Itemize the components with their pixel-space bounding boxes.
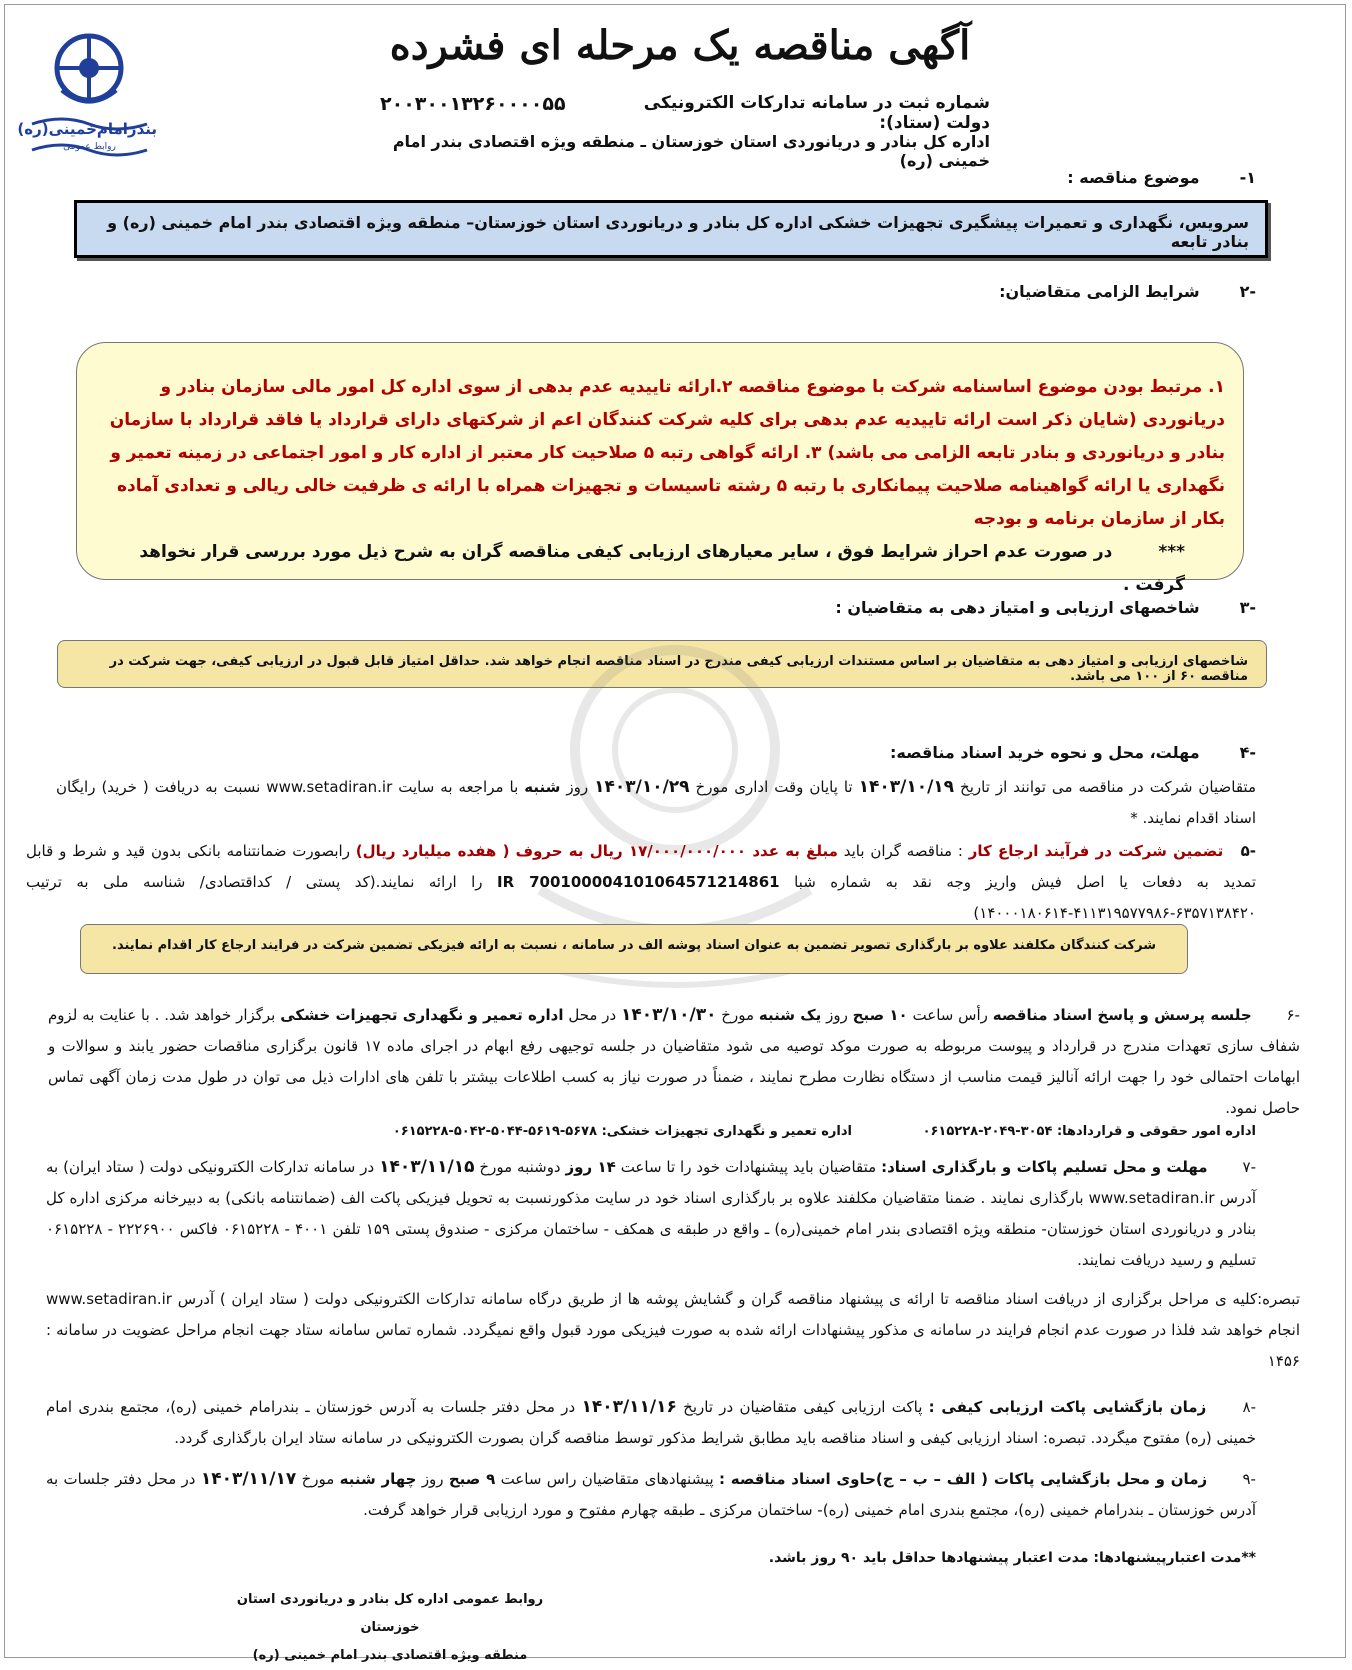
section-title: زمان و محل بازگشایی پاکات ( الف – ب – ج)حاوی اسناد مناقصه :: [718, 1470, 1208, 1488]
section-title: موضوع مناقصه :: [1067, 168, 1200, 187]
text: دوشنبه مورخ: [479, 1158, 561, 1176]
text: مورخ: [721, 1006, 755, 1024]
section-5-body: [26, 836, 1256, 929]
section-7-body: [46, 1152, 1256, 1276]
text: پاکت ارزیابی کیفی متقاضیان در تاریخ: [683, 1398, 923, 1416]
section-title: شاخصهای ارزیابی و امتیاز دهی به متقاضیان :: [835, 598, 1200, 617]
section-9-body: [46, 1464, 1256, 1526]
section-3-heading: [835, 598, 1256, 617]
mandatory-conditions-box: [76, 342, 1244, 595]
section-number: -۲: [1239, 282, 1256, 301]
note-stars: ***: [1158, 542, 1185, 562]
section-4-body: [56, 772, 1256, 834]
section-title: مهلت، محل و نحوه خرید اسناد مناقصه:: [889, 743, 1200, 762]
text: روز: [421, 1470, 444, 1488]
session-date: ۱۴۰۳/۱۰/۳۰: [621, 1005, 717, 1025]
section-title: جلسه پرسش و پاسخ اسناد مناقصه: [992, 1006, 1252, 1024]
tender-subject-box: [74, 200, 1268, 258]
deadline-hour: ۱۴ روز: [565, 1158, 616, 1176]
text: روز: [826, 1006, 848, 1024]
section-number: -۶: [1286, 1006, 1300, 1024]
text: در محل دفتر جلسات به آدرس خوزستان ـ بندرامام خمینی (ره)، مجتمع بندری امام خمینی (ره) مفتوح میگردد. تبصره: اسناد ارزیابی کیفی و اسناد مناقصه باید مطابق شرایط مذکور توسط مناقصه گران بصورت الکترونیکی در سامانه ستاد ایران بارگذاری گردد.: [46, 1398, 1256, 1447]
validity-note: **مدت اعتبارپیشنهادها: مدت اعتبار پیشنهادها حداقل باید ۹۰ روز باشد.: [768, 1550, 1256, 1566]
tender-subject: سرویس، نگهداری و تعمیرات پیشگیری تجهیزات خشکی اداره کل بنادر و دریانوردی استان خوزستان– منطقه ویژه اقتصادی بندر امام خمینی (ره) و بنادر تابعه: [107, 213, 1249, 251]
section-title: تضمین شرکت در فرآیند ارجاع کار: [968, 842, 1224, 860]
text: : مناقصه گران باید: [843, 842, 963, 860]
signature: [220, 1586, 560, 1670]
opening-date: ۱۴۰۳/۱۱/۱۷: [200, 1469, 297, 1489]
session-time: ۱۰ صبح: [852, 1006, 908, 1024]
section-number: -۳: [1239, 598, 1256, 617]
section-number: -۴: [1239, 743, 1256, 762]
section-7-note: تبصره:کلیه ی مراحل برگزاری از دریافت اسناد مناقصه تا ارائه ی پیشنهاد مناقصه گران و گشایش پوشه ها از طریق درگاه سامانه تدارکات الکترونیکی دولت ( ستاد ایران ) آدرس www.setadiran.ir انجام خواهد شد فلذا در صورت عدم انجام فرایند در سامانه ی مذکور پیشنهادات ارائه شده به صورت فیزیکی مورد قبول واقع نمیگردد. شماره تماس سامانه ستاد جهت انجام مراحل عضویت در سامانه : ۱۴۵۶: [46, 1290, 1300, 1370]
signature-line-1: روابط عمومی اداره کل بنادر و دریانوردی استان خوزستان: [236, 1592, 544, 1635]
section-number: -۵: [1240, 842, 1256, 860]
text: پیشنهادهای متقاضیان راس ساعت: [500, 1470, 714, 1488]
section-1-heading: [1067, 168, 1256, 187]
deadline-date: ۱۴۰۳/۱۱/۱۵: [379, 1157, 475, 1177]
text: برگزار خواهد شد. . با عنایت به لزوم شفاف سازی تعهدات مندرج در قرارداد و پیوست مربوطه به صورت موکد توصیه می شود متقاضیان در جلسه توجیهی رفع ابهام در اجرای ماده ۱۷ قانون برگزاری مناقصات حضور یابند و سوالات و ابهامات احتمالی خود را جهت ارائه آنالیز قیمت مناسب از دستگاه نظارت مطرح نمایند ، ضمناً در صورت نیاز به کسب اطلاعات بیشتر با تلفن های ادارات ذیل می توان در طول مدت زمان آگهی تماس حاصل نمود.: [48, 1006, 1300, 1117]
section-number: -۷: [1242, 1158, 1256, 1176]
guarantee-note: شرکت کنندگان مکلفند علاوه بر بارگذاری تصویر تضمین به عنوان اسناد پوشه الف در سامانه ، نسبت به ارائه فیزیکی تضمین شرکت در فرایند ارجاع کار اقدام نمایند.: [112, 938, 1156, 953]
phone-legal: اداره امور حقوقی و قراردادها: ۳۰۵۴-۲۰۴۹-۰۶۱۵۲۲۸: [922, 1124, 1256, 1139]
text: را ارائه نمایند.(کد پستی / کداقتصادی/ شناسه ملی به ترتیب ۶۳۵۷۱۳۸۴۲۰-۴۱۱۳۱۹۵۷۷۹۸۶-۱۴۰۰۰۱۸۰۶۱۴): [26, 873, 1256, 922]
note-text: در صورت عدم احراز شرایط فوق ، سایر معیارهای ارزیابی کیفی مناقصه گران به شرح ذیل مورد بررسی قرار نخواهد گرفت .: [139, 542, 1185, 595]
guarantee-note-box: [80, 924, 1188, 974]
conditions-note: [95, 536, 1225, 602]
text: مورخ: [301, 1470, 335, 1488]
section-number: -۹: [1242, 1470, 1256, 1488]
section-number: ۱-: [1239, 168, 1256, 187]
section-8-body: [46, 1392, 1256, 1454]
section-6-body: [48, 1000, 1300, 1124]
day: شنبه: [524, 778, 561, 796]
text: رابصورت ضمانتنامه بانکی بدون قید و شرط و قابل تمدید به دفعات یا اصل فیش واریز وجه نقد به شماره شبا: [26, 842, 1257, 891]
section-title: شرایط الزامی متقاضیان:: [999, 282, 1200, 301]
section-2-heading: [999, 282, 1256, 301]
date-from: ۱۴۰۳/۱۰/۱۹: [858, 777, 955, 797]
registration-number: ۲۰۰۳۰۰۱۳۲۶۰۰۰۰۵۵: [380, 93, 566, 115]
text: در سامانه تدارکات الکترونیکی دولت ( ستاد ایران) به آدرس www.setadiran.ir بارگذاری نمایند . ضمنا متقاضیان مکلفند علاوه بر بارگذاری اسناد خود در سایت مذکورنسبت به تحویل فیزیکی پاکت الف (ضمانتنامه بانکی) به دبیرخانه مرکزی اداره کل بنادر و دریانوردی استان خوزستان- منطقه ویژه اقتصادی بندر امام خمینی(ره) ـ واقع در طبقه ی همکف - ساختمان مرکزی - صندوق پستی ۱۵۹ تلفن ۴۰۰۱ - ۰۶۱۵۲۲۸ فاکس ۲۲۲۶۹۰۰ - ۰۶۱۵۲۲۸ تسلیم و رسید دریافت نمایند.: [46, 1158, 1256, 1269]
signature-line-2: منطقه ویژه اقتصادی بندر امام خمینی (ره): [252, 1648, 528, 1663]
page-title: آگهی مناقصه یک مرحله ای فشرده: [389, 22, 971, 69]
text: تا پایان وقت اداری مورخ: [695, 778, 853, 796]
opening-date: ۱۴۰۳/۱۱/۱۶: [581, 1397, 677, 1417]
opening-time: ۹ صبح: [448, 1470, 496, 1488]
date-to: ۱۴۰۳/۱۰/۲۹: [594, 777, 690, 797]
iban: IR 700100004101064571214861: [497, 873, 780, 891]
session-place: اداره تعمیر و نگهداری تجهیزات خشکی: [280, 1006, 564, 1024]
phone-maintenance: اداره تعمیر و نگهداری تجهیزات خشکی: ۵۶۷۸-۵۶۱۹-۵۰۴۴-۵۰۴۲-۰۶۱۵۲۲۸: [392, 1124, 852, 1139]
evaluation-criteria-text: شاخصهای ارزیابی و امتیاز دهی به متقاضیان بر اساس مستندات ارزیابی کیفی مندرج در اسناد مناقصه انجام خواهد شد. حداقل امتیاز قابل قبول در ارزیابی کیفی، جهت شرکت در مناقصه ۶۰ از ۱۰۰ می باشد.: [109, 654, 1248, 684]
registration-line: [380, 93, 990, 133]
logo-subtext: روابط عمومی: [63, 142, 116, 152]
text: رأس ساعت: [912, 1006, 988, 1024]
section-title: مهلت و محل تسلیم پاکات و بارگذاری اسناد:: [881, 1158, 1208, 1176]
port-logo: [17, 28, 157, 158]
conditions-text: ۱. مرتبط بودن موضوع اساسنامه شرکت با موضوع مناقصه ۲.ارائه تاییدیه عدم بدهی از سوی اداره کل امور مالی سازمان بنادر و دریانوردی (شایان ذکر است ارائه تاییدیه عدم بدهی برای کلیه شرکت کنندگان اعم از شرکتهای دارای قرارداد یا فاقد قرارداد با سازمان بنادر و دریانوردی و بنادر تابعه الزامی می باشد) ۳. ارائه گواهی رتبه ۵ صلاحیت کار معتبر از اداره کار و امور اجتماعی در زمینه تعمیر و نگهداری یا ارائه گواهینامه صلاحیت پیمانکاری با رتبه ۵ رشته تاسیسات و تجهیزات همراه با ارائه ی ظرفیت خالی ریالی و تعدادی آماده بکار از سازمان برنامه و بودجه: [109, 377, 1225, 529]
text: روز: [566, 778, 589, 796]
section-title: زمان بازگشایی پاکت ارزیابی کیفی :: [928, 1398, 1207, 1416]
text: متقاضیان شرکت در مناقصه می توانند از تاریخ: [960, 778, 1256, 796]
guarantee-amount: مبلغ به عدد ۱۷/۰۰۰/۰۰۰/۰۰۰ ریال به حروف ( هفده میلیارد ریال): [355, 842, 838, 860]
opening-day: چهار شنبه: [339, 1470, 417, 1488]
text: در محل دفتر جلسات به آدرس خوزستان ـ بندرامام خمینی (ره)، مجتمع بندری امام خمینی (ره)- ساختمان مرکزی ـ طبقه چهارم مفتوح و مورد ارزیابی قرار خواهد گرفت.: [46, 1470, 1256, 1519]
session-day: یک شنبه: [758, 1006, 822, 1024]
section-number: -۸: [1242, 1398, 1256, 1416]
text: متقاضیان باید پیشنهادات خود را تا ساعت: [620, 1158, 877, 1176]
organization-name: اداره کل بنادر و دریانوردی استان خوزستان ـ منطقه ویژه اقتصادی بندر امام خمینی (ره): [392, 132, 990, 170]
logo-text: بندرامام‌خمینی(ره): [17, 120, 157, 138]
text: با مراجعه به سایت www.setadiran.ir نسبت به دریافت ( خرید) رایگان اسناد اقدام نمایند. *: [56, 778, 1256, 827]
registration-label: شماره ثبت در سامانه تدارکات الکترونیکی دولت (ستاد):: [643, 93, 990, 133]
section-4-heading: [890, 743, 1256, 762]
text: در محل: [568, 1006, 617, 1024]
